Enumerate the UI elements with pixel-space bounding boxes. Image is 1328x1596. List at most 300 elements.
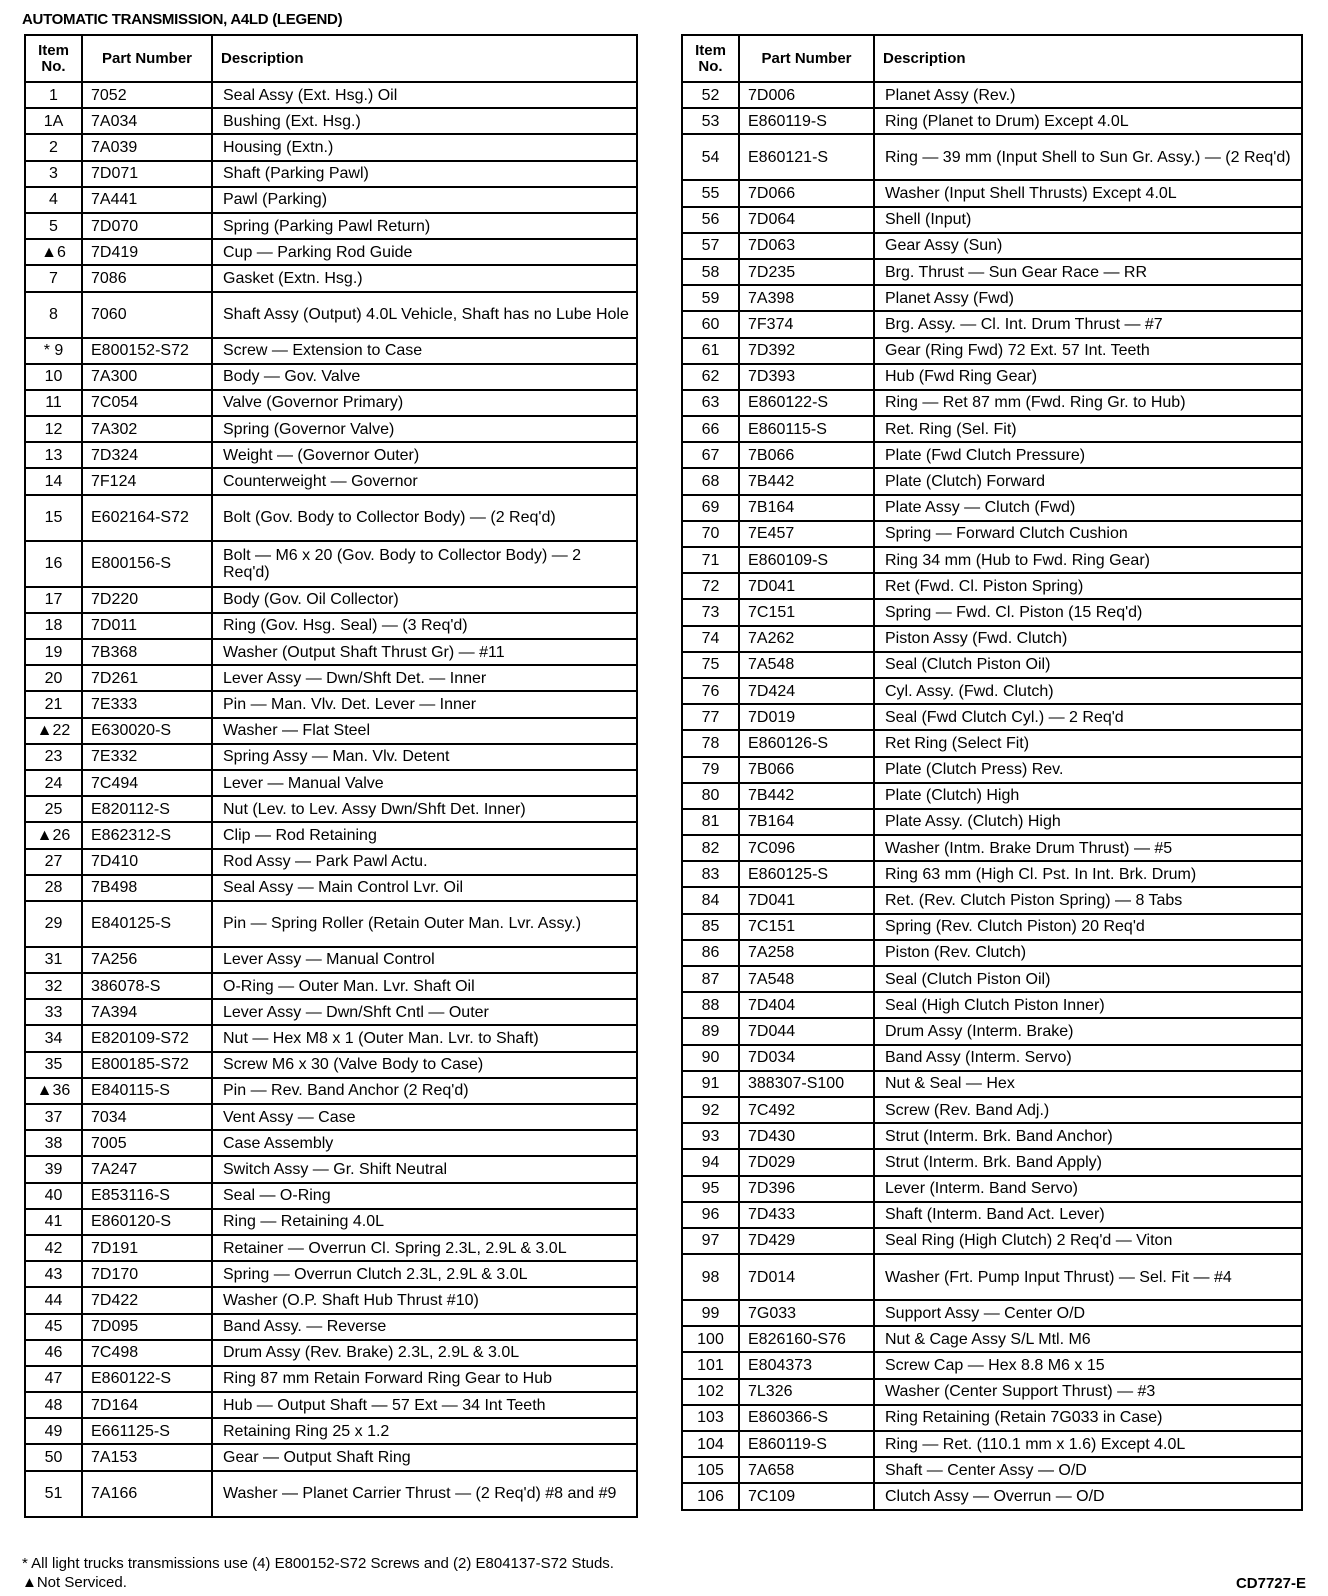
page-title: AUTOMATIC TRANSMISSION, A4LD (LEGEND) (22, 11, 343, 28)
description: Band Assy (Interm. Servo) (874, 1045, 1302, 1071)
table-row (25, 744, 637, 770)
part-number: 7D066 (739, 180, 874, 206)
table-row (25, 239, 637, 265)
description: Planet Assy (Fwd) (874, 285, 1302, 311)
description: Washer — Planet Carrier Thrust — (2 Req'd) #8 and #9 (212, 1471, 637, 1517)
part-number: E661125-S (82, 1418, 212, 1444)
item-number: * 9 (25, 338, 82, 364)
item-number: 80 (682, 783, 739, 809)
table-row (682, 416, 1302, 442)
item-number: 41 (25, 1209, 82, 1235)
description: Washer (Intm. Brake Drum Thrust) — #5 (874, 835, 1302, 861)
description: Seal Assy (Ext. Hsg.) Oil (212, 82, 637, 108)
item-number: 104 (682, 1431, 739, 1457)
description: Nut — Hex M8 x 1 (Outer Man. Lvr. to Shaft) (212, 1025, 637, 1051)
part-number: 7D011 (82, 613, 212, 639)
part-number: 7A394 (82, 999, 212, 1025)
header-item-no: Item No. (25, 35, 82, 82)
table-row (682, 521, 1302, 547)
part-number: E860125-S (739, 861, 874, 887)
part-number: E853116-S (82, 1183, 212, 1209)
description: Housing (Extn.) (212, 134, 637, 160)
item-number: 12 (25, 416, 82, 442)
item-number: 96 (682, 1202, 739, 1228)
table-row (682, 1300, 1302, 1326)
item-number: 92 (682, 1097, 739, 1123)
item-number: 20 (25, 665, 82, 691)
table-row (682, 259, 1302, 285)
description: Seal (Clutch Piston Oil) (874, 966, 1302, 992)
description: Ret. Ring (Sel. Fit) (874, 416, 1302, 442)
description: Plate Assy — Clutch (Fwd) (874, 495, 1302, 521)
item-number: 24 (25, 770, 82, 796)
item-number: ▲26 (25, 822, 82, 848)
item-number: 46 (25, 1340, 82, 1366)
item-number: ▲22 (25, 718, 82, 744)
description: Ring 34 mm (Hub to Fwd. Ring Gear) (874, 547, 1302, 573)
item-number: 50 (25, 1444, 82, 1470)
description: Pin — Rev. Band Anchor (2 Req'd) (212, 1078, 637, 1104)
table-row (682, 364, 1302, 390)
item-number: 70 (682, 521, 739, 547)
part-number: 7D393 (739, 364, 874, 390)
description: Ret. (Rev. Clutch Piston Spring) — 8 Tabs (874, 887, 1302, 913)
item-number: 35 (25, 1052, 82, 1078)
part-number: 7A302 (82, 416, 212, 442)
table-row (25, 1235, 637, 1261)
item-number: 76 (682, 678, 739, 704)
item-number: 1 (25, 82, 82, 108)
table-row (682, 468, 1302, 494)
item-number: 45 (25, 1314, 82, 1340)
item-number: 105 (682, 1457, 739, 1483)
table-row (25, 134, 637, 160)
part-number: 7L326 (739, 1379, 874, 1405)
item-number: 86 (682, 940, 739, 966)
header-description: Description (212, 35, 637, 82)
part-number: 7E333 (82, 691, 212, 717)
description: Plate (Fwd Clutch Pressure) (874, 442, 1302, 468)
table-row (682, 887, 1302, 913)
item-number: 87 (682, 966, 739, 992)
part-number: 7D324 (82, 442, 212, 468)
part-number: 7D424 (739, 678, 874, 704)
table-row (25, 442, 637, 468)
part-number: 7A247 (82, 1156, 212, 1182)
table-row (682, 783, 1302, 809)
part-number: 7D063 (739, 233, 874, 259)
part-number: 7A548 (739, 652, 874, 678)
item-number: 74 (682, 626, 739, 652)
part-number: 386078-S (82, 973, 212, 999)
description: Clutch Assy — Overrun — O/D (874, 1483, 1302, 1509)
part-number: 7D410 (82, 849, 212, 875)
item-number: 4 (25, 187, 82, 213)
table-row (25, 213, 637, 239)
footnote-not-serviced: ▲Not Serviced. (22, 1574, 127, 1591)
item-number: 17 (25, 587, 82, 613)
description: Ring (Gov. Hsg. Seal) — (3 Req'd) (212, 613, 637, 639)
item-number: 31 (25, 947, 82, 973)
part-number: E860122-S (739, 390, 874, 416)
table-row (682, 180, 1302, 206)
description: Spring (Rev. Clutch Piston) 20 Req'd (874, 914, 1302, 940)
part-number: 7D261 (82, 665, 212, 691)
description: Spring Assy — Man. Vlv. Detent (212, 744, 637, 770)
table-row (25, 292, 637, 338)
description: Band Assy. — Reverse (212, 1314, 637, 1340)
part-number: 7D034 (739, 1045, 874, 1071)
description: Body — Gov. Valve (212, 364, 637, 390)
part-number: 7D422 (82, 1287, 212, 1313)
part-number: 7D396 (739, 1176, 874, 1202)
table-row (25, 1444, 637, 1470)
description: Piston (Rev. Clutch) (874, 940, 1302, 966)
table-row (682, 82, 1302, 108)
table-row (25, 1366, 637, 1392)
table-row (25, 973, 637, 999)
item-number: 49 (25, 1418, 82, 1444)
item-number: 39 (25, 1156, 82, 1182)
description: Ring Retaining (Retain 7G033 in Case) (874, 1405, 1302, 1431)
table-row (25, 1261, 637, 1287)
table-row (25, 665, 637, 691)
description: Gasket (Extn. Hsg.) (212, 265, 637, 291)
table-row (682, 442, 1302, 468)
table-row (25, 1104, 637, 1130)
table-row (682, 547, 1302, 573)
item-number: 51 (25, 1471, 82, 1517)
item-number: ▲36 (25, 1078, 82, 1104)
table-row (25, 1025, 637, 1051)
table-row (682, 678, 1302, 704)
description: Seal (Fwd Clutch Cyl.) — 2 Req'd (874, 704, 1302, 730)
part-number: 7C096 (739, 835, 874, 861)
table-row (25, 1314, 637, 1340)
table-row (682, 1018, 1302, 1044)
table-row (25, 849, 637, 875)
table-row (25, 364, 637, 390)
item-number: 93 (682, 1123, 739, 1149)
item-number: 34 (25, 1025, 82, 1051)
table-row (25, 639, 637, 665)
item-number: 37 (25, 1104, 82, 1130)
part-number: 7D429 (739, 1228, 874, 1254)
description: Strut (Interm. Brk. Band Anchor) (874, 1123, 1302, 1149)
table-row (682, 652, 1302, 678)
description: Case Assembly (212, 1130, 637, 1156)
table-row (682, 1097, 1302, 1123)
item-number: 82 (682, 835, 739, 861)
item-number: 42 (25, 1235, 82, 1261)
description: Screw (Rev. Band Adj.) (874, 1097, 1302, 1123)
table-row (25, 718, 637, 744)
item-number: 75 (682, 652, 739, 678)
part-number: E800185-S72 (82, 1052, 212, 1078)
table-row (25, 1078, 637, 1104)
item-number: 48 (25, 1392, 82, 1418)
item-number: 58 (682, 259, 739, 285)
description: Bolt (Gov. Body to Collector Body) — (2 Req'd) (212, 495, 637, 541)
part-number: 388307-S100 (739, 1071, 874, 1097)
table-row (682, 1405, 1302, 1431)
item-number: 90 (682, 1045, 739, 1071)
item-number: 68 (682, 468, 739, 494)
table-row (682, 495, 1302, 521)
table-row (25, 1130, 637, 1156)
part-number: 7A548 (739, 966, 874, 992)
description: Retaining Ring 25 x 1.2 (212, 1418, 637, 1444)
item-number: 18 (25, 613, 82, 639)
description: Washer — Flat Steel (212, 718, 637, 744)
table-row (682, 861, 1302, 887)
part-number: E820109-S72 (82, 1025, 212, 1051)
description: Strut (Interm. Brk. Band Apply) (874, 1149, 1302, 1175)
part-number: 7D095 (82, 1314, 212, 1340)
part-number: 7D392 (739, 338, 874, 364)
item-number: ▲6 (25, 239, 82, 265)
part-number: 7D430 (739, 1123, 874, 1149)
table-row (25, 1392, 637, 1418)
item-number: 16 (25, 541, 82, 587)
description: Pawl (Parking) (212, 187, 637, 213)
table-row (25, 770, 637, 796)
item-number: 89 (682, 1018, 739, 1044)
part-number: 7D433 (739, 1202, 874, 1228)
part-number: 7034 (82, 1104, 212, 1130)
item-number: 28 (25, 875, 82, 901)
item-number: 67 (682, 442, 739, 468)
part-number: 7C492 (739, 1097, 874, 1123)
item-number: 99 (682, 1300, 739, 1326)
item-number: 106 (682, 1483, 739, 1509)
description: Plate Assy. (Clutch) High (874, 809, 1302, 835)
description: Spring — Overrun Clutch 2.3L, 2.9L & 3.0L (212, 1261, 637, 1287)
description: Vent Assy — Case (212, 1104, 637, 1130)
footnote-light-trucks: * All light trucks transmissions use (4) E800152-S72 Screws and (2) E804137-S72 Studs. (22, 1555, 614, 1572)
part-number: 7D191 (82, 1235, 212, 1261)
part-number: 7E332 (82, 744, 212, 770)
item-number: 69 (682, 495, 739, 521)
item-number: 73 (682, 599, 739, 625)
item-number: 19 (25, 639, 82, 665)
part-number: 7D044 (739, 1018, 874, 1044)
table-row (682, 992, 1302, 1018)
item-number: 29 (25, 901, 82, 947)
table-row (682, 573, 1302, 599)
item-number: 71 (682, 547, 739, 573)
part-number: 7D404 (739, 992, 874, 1018)
description: Hub — Output Shaft — 57 Ext — 34 Int Teeth (212, 1392, 637, 1418)
table-row (682, 940, 1302, 966)
description: Spring — Forward Clutch Cushion (874, 521, 1302, 547)
part-number: E860109-S (739, 547, 874, 573)
item-number: 53 (682, 108, 739, 134)
item-number: 83 (682, 861, 739, 887)
part-number: 7A441 (82, 187, 212, 213)
table-row (25, 613, 637, 639)
description: Ring 87 mm Retain Forward Ring Gear to Hub (212, 1366, 637, 1392)
description: Nut & Seal — Hex (874, 1071, 1302, 1097)
part-number: 7G033 (739, 1300, 874, 1326)
item-number: 1A (25, 108, 82, 134)
item-number: 8 (25, 292, 82, 338)
part-number: 7D019 (739, 704, 874, 730)
part-number: 7D029 (739, 1149, 874, 1175)
description: Washer (Input Shell Thrusts) Except 4.0L (874, 180, 1302, 206)
part-number: E602164-S72 (82, 495, 212, 541)
item-number: 61 (682, 338, 739, 364)
item-number: 100 (682, 1326, 739, 1352)
document-code: CD7727-E (1235, 1575, 1306, 1592)
part-number: E860122-S (82, 1366, 212, 1392)
description: Drum Assy (Interm. Brake) (874, 1018, 1302, 1044)
description: Bolt — M6 x 20 (Gov. Body to Collector Body) — 2 Req'd) (212, 541, 637, 587)
table-row (25, 108, 637, 134)
description: Spring — Fwd. Cl. Piston (15 Req'd) (874, 599, 1302, 625)
description: Switch Assy — Gr. Shift Neutral (212, 1156, 637, 1182)
part-number: 7A034 (82, 108, 212, 134)
part-number: 7A258 (739, 940, 874, 966)
item-number: 3 (25, 161, 82, 187)
table-row (682, 1352, 1302, 1378)
description: Screw M6 x 30 (Valve Body to Case) (212, 1052, 637, 1078)
description: Counterweight — Governor (212, 468, 637, 494)
part-number: 7A039 (82, 134, 212, 160)
description: Nut (Lev. to Lev. Assy Dwn/Shft Det. Inner) (212, 796, 637, 822)
description: Washer (Output Shaft Thrust Gr) — #11 (212, 639, 637, 665)
description: Retainer — Overrun Cl. Spring 2.3L, 2.9L & 3.0L (212, 1235, 637, 1261)
table-row (682, 1483, 1302, 1509)
part-number: E804373 (739, 1352, 874, 1378)
part-number: E860119-S (739, 1431, 874, 1457)
table-row (25, 587, 637, 613)
table-row (25, 187, 637, 213)
table-row (682, 835, 1302, 861)
description: Plate (Clutch Press) Rev. (874, 757, 1302, 783)
table-row (682, 1326, 1302, 1352)
table-row (25, 999, 637, 1025)
part-number: 7D064 (739, 207, 874, 233)
table-row (25, 468, 637, 494)
table-row (25, 1287, 637, 1313)
part-number: 7D071 (82, 161, 212, 187)
item-number: 102 (682, 1379, 739, 1405)
part-number: 7052 (82, 82, 212, 108)
description: Washer (Center Support Thrust) — #3 (874, 1379, 1302, 1405)
table-row (25, 541, 637, 587)
description: Seal (Clutch Piston Oil) (874, 652, 1302, 678)
item-number: 98 (682, 1254, 739, 1300)
part-number: E860126-S (739, 730, 874, 756)
table-row (25, 822, 637, 848)
part-number: E860120-S (82, 1209, 212, 1235)
item-number: 81 (682, 809, 739, 835)
header-part-number: Part Number (82, 35, 212, 82)
description: Screw — Extension to Case (212, 338, 637, 364)
table-row (25, 1156, 637, 1182)
table-row (682, 338, 1302, 364)
item-number: 13 (25, 442, 82, 468)
part-number: E860366-S (739, 1405, 874, 1431)
part-number: 7D220 (82, 587, 212, 613)
table-row (682, 966, 1302, 992)
part-number: 7D041 (739, 887, 874, 913)
table-row (25, 691, 637, 717)
item-number: 47 (25, 1366, 82, 1392)
description: Plate (Clutch) Forward (874, 468, 1302, 494)
item-number: 63 (682, 390, 739, 416)
table-row (682, 730, 1302, 756)
table-row (25, 338, 637, 364)
description: Planet Assy (Rev.) (874, 82, 1302, 108)
description: Pin — Spring Roller (Retain Outer Man. Lvr. Assy.) (212, 901, 637, 947)
table-row (682, 599, 1302, 625)
description: Gear — Output Shaft Ring (212, 1444, 637, 1470)
item-number: 78 (682, 730, 739, 756)
description: Body (Gov. Oil Collector) (212, 587, 637, 613)
description: Screw Cap — Hex 8.8 M6 x 15 (874, 1352, 1302, 1378)
table-row (682, 1071, 1302, 1097)
part-number: 7B164 (739, 809, 874, 835)
item-number: 25 (25, 796, 82, 822)
part-number: 7A256 (82, 947, 212, 973)
part-number: E840115-S (82, 1078, 212, 1104)
item-number: 32 (25, 973, 82, 999)
part-number: 7E457 (739, 521, 874, 547)
part-number: E860115-S (739, 416, 874, 442)
part-number: 7A166 (82, 1471, 212, 1517)
description: Rod Assy — Park Pawl Actu. (212, 849, 637, 875)
description: Shaft Assy (Output) 4.0L Vehicle, Shaft has no Lube Hole (212, 292, 637, 338)
table-row (682, 704, 1302, 730)
item-number: 5 (25, 213, 82, 239)
table-row (682, 626, 1302, 652)
part-number: E820112-S (82, 796, 212, 822)
description: Ring — Ret. (110.1 mm x 1.6) Except 4.0L (874, 1431, 1302, 1457)
item-number: 77 (682, 704, 739, 730)
part-number: 7B066 (739, 442, 874, 468)
table-row (25, 1340, 637, 1366)
table-row (682, 233, 1302, 259)
description: Brg. Assy. — Cl. Int. Drum Thrust — #7 (874, 311, 1302, 337)
description: Shell (Input) (874, 207, 1302, 233)
item-number: 85 (682, 914, 739, 940)
description: Gear (Ring Fwd) 72 Ext. 57 Int. Teeth (874, 338, 1302, 364)
part-number: 7C498 (82, 1340, 212, 1366)
table-row (25, 390, 637, 416)
table-row (682, 1176, 1302, 1202)
item-number: 101 (682, 1352, 739, 1378)
description: Drum Assy (Rev. Brake) 2.3L, 2.9L & 3.0L (212, 1340, 637, 1366)
description: Hub (Fwd Ring Gear) (874, 364, 1302, 390)
description: Ret (Fwd. Cl. Piston Spring) (874, 573, 1302, 599)
item-number: 91 (682, 1071, 739, 1097)
description: Lever (Interm. Band Servo) (874, 1176, 1302, 1202)
description: Cyl. Assy. (Fwd. Clutch) (874, 678, 1302, 704)
description: Lever Assy — Dwn/Shft Det. — Inner (212, 665, 637, 691)
table-row (682, 1045, 1302, 1071)
part-number: 7C494 (82, 770, 212, 796)
table-row (682, 1254, 1302, 1300)
table-row (25, 265, 637, 291)
description: Seal Assy — Main Control Lvr. Oil (212, 875, 637, 901)
description: Nut & Cage Assy S/L Mtl. M6 (874, 1326, 1302, 1352)
description: Gear Assy (Sun) (874, 233, 1302, 259)
part-number: 7B498 (82, 875, 212, 901)
table-row (682, 207, 1302, 233)
table-row (25, 796, 637, 822)
